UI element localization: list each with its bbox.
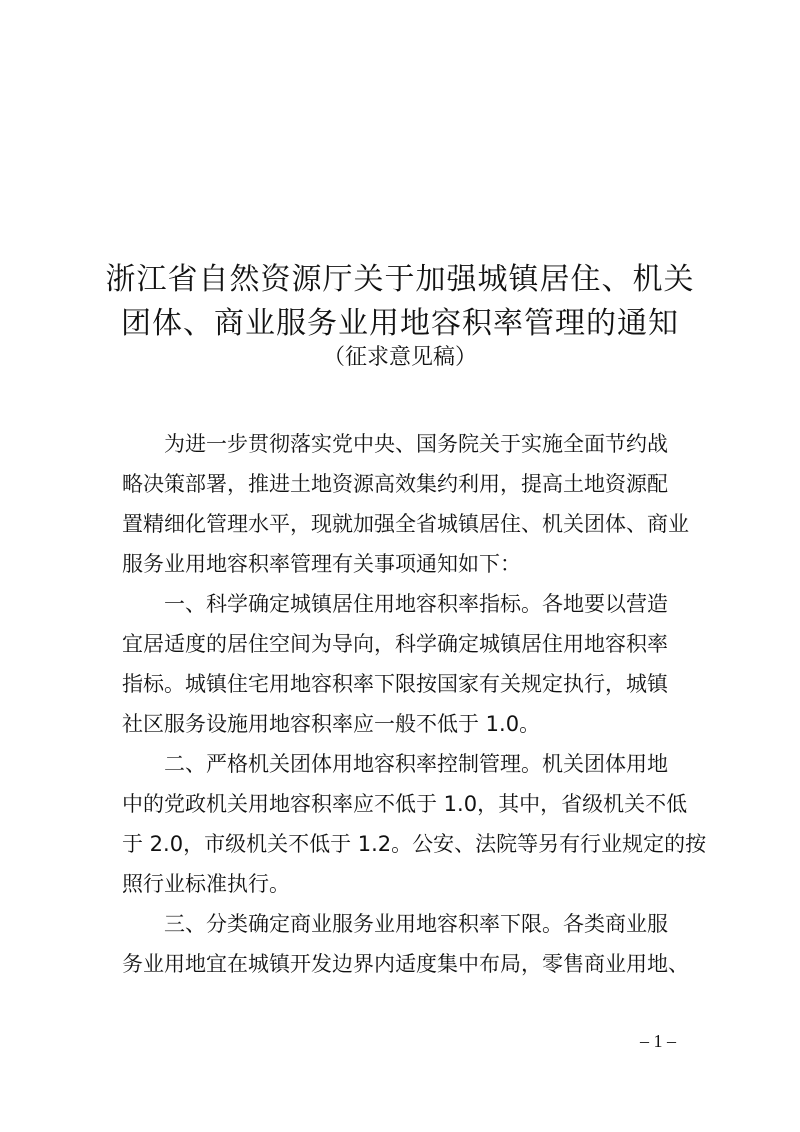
paragraph-line: 置精细化管理水平，现就加强全省城镇居住、机关团体、商业 [122,512,689,536]
paragraph-line: 二、严格机关团体用地容积率控制管理。机关团体用地 [164,752,668,776]
paragraph-line: 为进一步贯彻落实党中央、国务院关于实施全面节约战 [164,432,668,456]
paragraph-line: 指标。城镇住宅用地容积率下限按国家有关规定执行，城镇 [122,672,668,696]
paragraph-line: 照行业标准执行。 [122,872,290,896]
paragraph-line: 务业用地宜在城镇开发边界内适度集中布局，零售商业用地、 [122,952,689,976]
paragraph-line: 略决策部署，推进土地资源高效集约利用，提高土地资源配 [122,472,668,496]
document-title-line-1: 浙江省自然资源厅关于加强城镇居住、机关 [105,262,695,297]
paragraph-line: 服务业用地容积率管理有关事项通知如下： [122,552,521,576]
document-title-line-2: 团体、商业服务业用地容积率管理的通知 [121,306,679,341]
page-number: – 1 – [640,1031,676,1051]
paragraph-line: 宜居适度的居住空间为导向，科学确定城镇居住用地容积率 [122,632,668,656]
paragraph-line: 三、分类确定商业服务业用地容积率下限。各类商业服 [164,912,668,936]
paragraph-line: 于 2.0，市级机关不低于 1.2。公安、法院等另有行业规定的按 [122,832,707,856]
paragraph-line: 一、科学确定城镇居住用地容积率指标。各地要以营造 [164,592,668,616]
paragraph-line: 中的党政机关用地容积率应不低于 1.0，其中，省级机关不低 [122,792,688,816]
document-subtitle: （征求意见稿） [322,345,477,370]
paragraph-line: 社区服务设施用地容积率应一般不低于 1.0。 [122,712,541,736]
